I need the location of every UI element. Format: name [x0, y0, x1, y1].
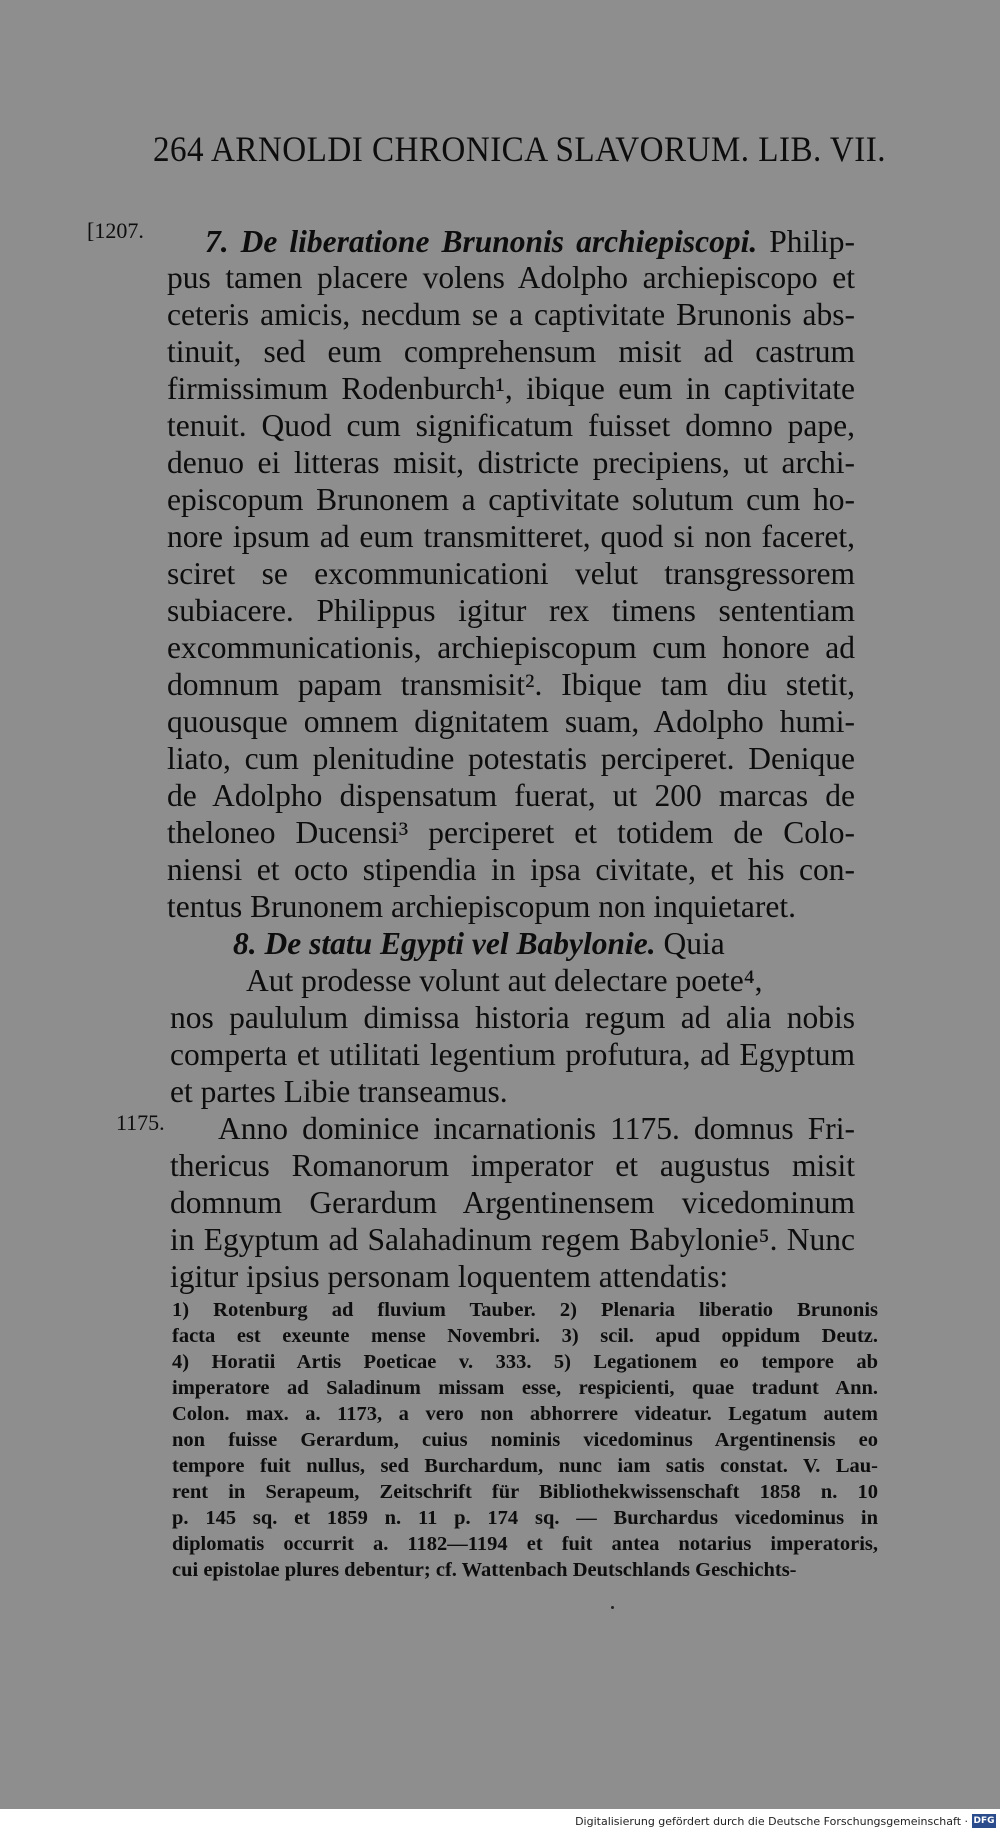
footnote-line: rent in Serapeum, Zeitschrift für Bibliothekwissenschaft 1858 n. 10 [172, 1481, 878, 1503]
body-line [167, 592, 855, 630]
body-line-text: quousque omnem dignitatem suam, Adolpho humi- [167, 704, 855, 739]
body-line-text: denuo ei litteras misit, districte precipiens, ut archi- [167, 445, 855, 480]
body-line-text: domnum Gerardum Argentinensem vicedominum [170, 1185, 855, 1220]
body-line-text: et partes Libie transeamus. [170, 1074, 508, 1109]
body-line [170, 1221, 855, 1259]
body-line [167, 555, 855, 593]
body-line-text: liato, cum plenitudine potestatis perciperet. Denique [167, 741, 855, 776]
margin-note-1175: 1175. [116, 1110, 165, 1135]
body-line-text: comperta et utilitati legentium profutura, ad Egyptum [170, 1037, 855, 1072]
body-line-text: nos paululum dimissa historia regum ad alia nobis [170, 1000, 855, 1035]
body-line [205, 223, 855, 261]
body-line [246, 962, 855, 1000]
body-line [167, 407, 855, 445]
body-line [170, 1036, 855, 1074]
body-line-text: in Egyptum ad Salahadinum regem Babylonie⁵. Nunc [170, 1222, 855, 1257]
body-line-text: ceteris amicis, necdum se a captivitate Brunonis abs- [167, 297, 855, 332]
body-line-text: sciret se excommunicationi velut transgressorem [167, 556, 855, 591]
body-line-text: firmissimum Rodenburch¹, ibique eum in captivitate [167, 371, 855, 406]
body-line [170, 1184, 855, 1222]
body-line [167, 666, 855, 704]
footnote-line: non fuisse Gerardum, cuius nominis vicedominus Argentinensis eo [172, 1429, 878, 1451]
body-line-text: Anno dominice incarnationis 1175. domnus Fri- [218, 1111, 855, 1146]
body-line-text: episcopum Brunonem a captivitate solutum cum ho- [167, 482, 855, 517]
footer-bar [0, 1809, 1000, 1831]
body-line [167, 259, 855, 297]
footnote-line: diplomatis occurrit a. 1182—1194 et fuit antea notarius imperatoris, [172, 1533, 878, 1555]
body-line [167, 370, 855, 408]
body-line-text: igitur ipsius personam loquentem attendatis: [170, 1259, 729, 1294]
body-line-text: theloneo Ducensi³ perciperet et totidem de Colo- [167, 815, 855, 850]
body-line-text: Philip- [757, 224, 856, 259]
body-line [170, 999, 855, 1037]
body-line-text: domnum papam transmisit². Ibique tam diu stetit, [167, 667, 855, 702]
footnote-line: imperatore ad Saladinum missam esse, respicienti, quae tradunt Ann. [172, 1377, 878, 1399]
body-line-text: tenuit. Quod cum significatum fuisset domno pape, [167, 408, 855, 443]
body-line [167, 444, 855, 482]
body-line [167, 333, 855, 371]
section-heading: 8. De statu Egypti vel Babylonie. [233, 926, 656, 961]
body-line-text: niensi et octo stipendia in ipsa civitate, et his con- [167, 852, 855, 887]
body-line-text: subiacere. Philippus igitur rex timens sententiam [167, 593, 855, 628]
body-line [170, 1258, 855, 1296]
dfg-logo: DFG [973, 1816, 995, 1826]
body-line-text: tinuit, sed eum comprehensum misit ad castrum [167, 334, 855, 369]
body-line [167, 888, 855, 926]
body-line [167, 481, 855, 519]
body-line-text: tentus Brunonem archiepiscopum non inquietaret. [167, 889, 796, 924]
footnote-line: facta est exeunte mense Novembri. 3) scil. apud oppidum Deutz. [172, 1325, 878, 1347]
margin-note-1207: [1207. [87, 218, 144, 243]
body-line [218, 1110, 855, 1148]
body-line [167, 740, 855, 778]
footnote-line: cui epistolae plures debentur; cf. Wattenbach Deutschlands Geschichts- [172, 1559, 797, 1581]
body-line [167, 851, 855, 889]
section-heading: 7. De liberatione Brunonis archiepiscopi. [205, 224, 758, 259]
body-line-text: nore ipsum ad eum transmitteret, quod si non faceret, [167, 519, 855, 554]
footer-credit: Digitalisierung gefördert durch die Deutsche Forschungsgemeinschaft · [575, 1815, 968, 1828]
body-line-text: thericus Romanorum imperator et augustus misit [170, 1148, 855, 1183]
body-line-text: excommunicationis, archiepiscopum cum honore ad [167, 630, 855, 665]
footnote-line: Colon. max. a. 1173, a vero non abhorrere videatur. Legatum autem [172, 1403, 878, 1425]
body-line [167, 518, 855, 556]
stray-dot [611, 1606, 614, 1609]
footnote-line: p. 145 sq. et 1859 n. 11 p. 174 sq. — Burchardus vicedominus in [172, 1507, 878, 1529]
body-line-text: pus tamen placere volens Adolpho archiepiscopo et [167, 260, 855, 295]
body-line-text: Quia [655, 926, 725, 961]
body-line [170, 1073, 855, 1111]
body-line [167, 629, 855, 667]
body-line-text: Aut prodesse volunt aut delectare poete⁴, [246, 963, 763, 998]
body-line [233, 925, 770, 963]
body-line-text: de Adolpho dispensatum fuerat, ut 200 marcas de [167, 778, 855, 813]
body-line [167, 703, 855, 741]
body-line [167, 777, 855, 815]
footnote-line: 4) Horatii Artis Poeticae v. 333. 5) Legationem eo tempore ab [172, 1351, 878, 1373]
footnote-line: tempore fuit nullus, sed Burchardum, nunc iam satis constat. V. Lau- [172, 1455, 878, 1477]
body-line [167, 296, 855, 334]
body-line [167, 814, 855, 852]
running-header: 264 ARNOLDI CHRONICA SLAVORUM. LIB. VII. [153, 129, 886, 169]
footnote-line: 1) Rotenburg ad fluvium Tauber. 2) Plenaria liberatio Brunonis [172, 1299, 878, 1321]
body-line [170, 1147, 855, 1185]
